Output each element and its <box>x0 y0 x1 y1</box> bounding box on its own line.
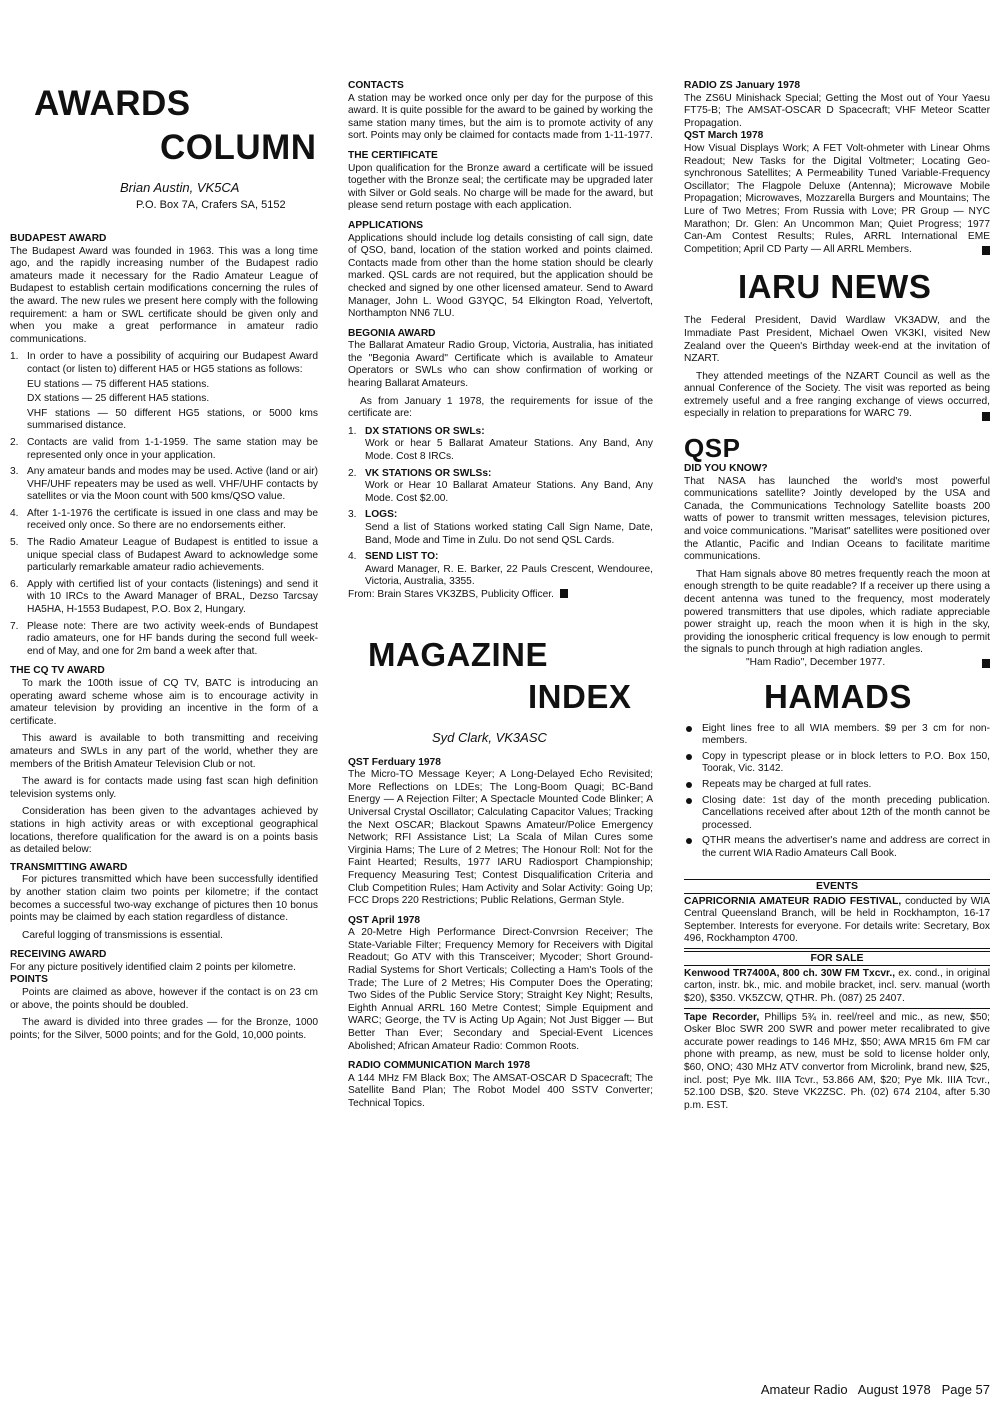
forsale-listing: Kenwood TR7400A, 800 ch. 30W FM Txcvr., ex. cond., in original carton, instr. bk., mic. and mobile bracket, incl. serv. manual (worth $20), $350. VK5ZCW, QTHR. Ph. (087) 25 2407. <box>684 968 990 1009</box>
receiving-paragraph: For any picture positively identified claim 2 points per kilometre. <box>10 961 296 973</box>
iaru-title: IARU NEWS <box>738 268 932 306</box>
forsale-heading: FOR SALE <box>684 951 990 966</box>
qsp-source: "Ham Radio", December 1977. <box>684 657 990 670</box>
qsp-heading: DID YOU KNOW? <box>684 463 768 475</box>
radio-comm-heading: RADIO COMMUNICATION March 1978 <box>348 1060 531 1072</box>
points-paragraph: The award is divided into three grades — for the Bronze, 1000 points; for the Silver, 5000 points; and for the Gold, 10,000 points. <box>10 1017 318 1041</box>
cqtv-paragraph: The award is for contacts made using fast scan high definition television systems only. <box>10 776 318 800</box>
awards-title-line2: COLUMN <box>160 128 317 167</box>
list-item: 3. LOGS: Send a list of Stations worked stating Call Sign Name, Date, Band, Mode and Time in Zulu. Do not send QSL Cards. <box>348 509 653 546</box>
end-mark-icon <box>982 246 990 255</box>
iaru-paragraph: They attended meetings of the NZART Council as well as the annual Conference of the Society. The visit was reported as being extremely useful and a free ranging exchange of views occurred, especially in relation to preparations for WARC 79. <box>684 370 990 420</box>
cqtv-paragraph: This award is available to both transmitting and receiving amateurs and SWLs in any part of the world, whether they are members of the British Amateur Television Club or not. <box>10 733 318 770</box>
radio-zs-heading: RADIO ZS January 1978 <box>684 80 801 91</box>
certificate-heading: THE CERTIFICATE <box>348 149 438 161</box>
magazine-title-line2: INDEX <box>528 677 632 715</box>
bullet-icon <box>686 782 692 788</box>
magazine-author: Syd Clark, VK3ASC <box>432 729 547 745</box>
budapest-rules <box>10 351 318 658</box>
magazine-title <box>348 635 653 720</box>
event-listing: CAPRICORNIA AMATEUR RADIO FESTIVAL, conducted by WIA Central Queensland Branch, will be held in Rockhampton, 16-17 September. Interests for everyone. For details write: Secretary, Box 496, Rockhampton 4700. <box>684 896 990 949</box>
applications-heading: APPLICATIONS <box>348 219 424 231</box>
rule-eu: EU stations — 75 different HA5 stations. <box>27 378 210 390</box>
qst-mar-heading: QST March 1978 <box>684 130 764 142</box>
qsp-paragraph: That NASA has launched the world's most powerful communications satellite? Jointly developed by the USA and Canada, the Communications Technology Satellite boasts 200 watts of power to transmit written messages, television pictures, and voice communications. "Marisat" satellites were positioned over the Atlantic, Pacific and Indian Oceans to facilitate maritime communications. <box>684 475 990 563</box>
middle-column <box>348 74 653 1116</box>
contacts-heading: CONTACTS <box>348 80 404 91</box>
budapest-heading: BUDAPEST AWARD <box>10 233 107 244</box>
begonia-paragraph: As from January 1 1978, the requirements for issue of the certificate are: <box>348 395 653 420</box>
begonia-heading: BEGONIA AWARD <box>348 327 436 339</box>
bullet-icon <box>686 726 692 732</box>
hamads-rules <box>684 723 990 861</box>
page-footer <box>670 1382 990 1397</box>
radio-comm-contents: A 144 MHz FM Black Box; The AMSAT-OSCAR D Spacecraft; The Satellite Band Plan; The Robot Model 400 SSTV Converter; Technical Topics. <box>348 1072 653 1109</box>
end-mark-icon <box>982 412 990 421</box>
list-item: Eight lines free to all WIA members. $9 per 3 cm for non-members. <box>684 723 990 748</box>
rule-dx: DX stations — 25 different HA5 stations. <box>27 393 210 405</box>
transmitting-paragraph: Careful logging of transmissions is essential. <box>22 929 224 941</box>
begonia-paragraph: The Ballarat Amateur Radio Group, Victoria, Australia, has initiated the "Begonia Award" Certificate which is available to Amateur Operators or SWLs who can show confirmation of working or hearing Ballarat Amateurs. <box>348 340 653 390</box>
list-item: 1. DX STATIONS OR SWLs: Work or hear 5 Ballarat Amateur Stations. Any Band, Any Mode. Cost 8 IRCs. <box>348 425 653 463</box>
list-item: QTHR means the advertiser's name and address are correct in the current WIA Radio Amateurs Call Book. <box>684 835 990 860</box>
bullet-icon <box>686 838 692 844</box>
qst-apr-heading: QST April 1978 <box>348 914 421 926</box>
rule-vhf: VHF stations — 50 different HG5 stations, or 5000 kms summarised distance. <box>27 407 318 432</box>
awards-author: Brian Austin, VK5CA <box>120 180 240 195</box>
contacts-paragraph: A station may be worked once only per day for the purpose of this award. It is quite possible for the award to be gained by working the same station many times, but the aim is to promote activity of any sort. Points may only be claimed for contacts made from 1-11-1977. <box>348 92 654 142</box>
end-mark-icon <box>982 659 990 668</box>
awards-address: P.O. Box 7A, Crafers SA, 5152 <box>136 199 286 211</box>
qsp-paragraph: That Ham signals above 80 metres frequently reach the moon at enough strength to be quite readable? If a receiver up there using a decent antenna was tuned to the frequency, most moderately powered transmitters that use dipoles, which radiate appreciable power straight up, reach the moon when it is high in the sky, providing the ionospheric critical frequency is low enough to permit the signals to punch through at high radiation angles. <box>684 568 990 656</box>
list-item: 4. After 1-1-1976 the certificate is issued in one class and may be received only once. So there are no endorsements either. <box>10 507 318 532</box>
awards-title <box>10 86 318 166</box>
points-paragraph: Points are claimed as above, however if the contact is on 23 cm or above, the points should be doubled. <box>10 987 318 1011</box>
list-item: 2. VK STATIONS OR SWLSs: Work or Hear 10 Ballarat Amateur Stations. Any Band, Any Mode. Cost $2.00. <box>348 467 653 504</box>
list-item: 1. In order to have a possibility of acquiring our Budapest Award contact (or listen to) different HA5 or HG5 stations as follows: EU stations — 75 different HA5 stations. DX stations — 25 different HA5 stations. VHF stations — 50 different HG5 stations, or 5000 kms summarised distance. <box>10 351 318 432</box>
transmitting-heading: TRANSMITTING AWARD <box>10 861 128 873</box>
receiving-heading: RECEIVING AWARD <box>10 949 107 961</box>
cqtv-heading: THE CQ TV AWARD <box>10 665 105 677</box>
list-item: 7. Please note: There are two activity week-ends of Bundapest radio amateurs, one for HF bands during the second full week-end of May, and one for 2m band a week after that. <box>10 620 318 657</box>
hamads-title: HAMADS <box>764 677 912 715</box>
list-item: 4. SEND LIST TO: Award Manager, R. E. Barker, 22 Pauls Crescent, Wendouree, Victoria, Australia, 3355. From: Brain Stares VK3ZBS, Publicity Officer. <box>348 551 653 600</box>
budapest-intro: The Budapest Award was founded in 1963. This was a long time ago, and the rapidly increasing number of the Budapest radio amateurs made it necessary for the Radio Amateur League of Budapest to establish certain modifications concerning the rules of the award. The new rules we present here comply with the following requirement: a ham or SWL certificate should be given only and when you make a great performance in amateur radio communications. <box>10 245 318 345</box>
cqtv-paragraph: To mark the 100th issue of CQ TV, BATC is introducing an operating award scheme whose aim is to encourage activity in amateur television by providing an incentive in the form of a certificate. <box>10 678 318 727</box>
issue-date: August 1978 <box>857 1382 931 1397</box>
qsp-title: QSP <box>684 433 741 464</box>
radio-zs-contents: The ZS6U Minishack Special; Getting the Most out of Your Yaesu FT75-B; The AMSAT-OSCAR D Spacecraft; VHF Meteor Scatter Propagation. <box>684 92 990 129</box>
transmitting-paragraph: For pictures transmitted which have been successfully identified by another station claim two points per kilometre; if the contact becomes a successful two-way exchange of pictures then 10 bonus points may be claimed by each station regardless of distance. <box>10 874 318 924</box>
list-item: Closing date: 1st day of the month preceding publication. Cancellations received after about 12th of the month cannot be processed. <box>684 795 990 833</box>
list-item: Copy in typescript please or in block letters to P.O. Box 150, Toorak, Vic. 3142. <box>684 751 990 776</box>
awards-title-line1: AWARDS <box>34 84 191 123</box>
list-item: 2. Contacts are valid from 1-1-1959. The same station may be represented only once in your application. <box>10 436 318 461</box>
iaru-paragraph: The Federal President, David Wardlaw VK3ADW, and the Immadiate Past President, Michael Owen VK3KI, visited New Zealand over the Queen's Birthday week-end at the invitation of NZART. <box>684 315 990 365</box>
qst-feb-heading: QST Ferduary 1978 <box>348 756 441 768</box>
bullet-icon <box>686 754 692 760</box>
list-item: 6. Apply with certified list of your contacts (listenings) and send it with 10 IRCs to the Award Manager of BRAL, Dezso Tarcsay HA5HA, H-1553 Budapest, P.O. Box 2, Hungary. <box>10 578 318 616</box>
events-heading: EVENTS <box>684 879 990 894</box>
right-column <box>684 74 990 1114</box>
begonia-requirements <box>348 426 653 602</box>
list-item: 3. Any amateur bands and modes may be used. Active (land or air) VHF/UHF repeaters may be used as well. VHF/UHF contacts by satellites or via the Moon count with 500 kms/QSO value. <box>10 466 318 503</box>
magazine-title-line1: MAGAZINE <box>368 635 548 673</box>
applications-paragraph: Applications should include log details consisting of call sign, date of QSO, band, location of the station worked and points claimed. Contacts made from other than the home station should be clearly marked. QSL cards are not required, but the application should be checked and signed by one other licensed amateur. Send to Award Manager, John L. Wood G3YQC, 54 Elkington Road, Yelvertoft, Northampton NN6 7LU. <box>348 232 653 320</box>
list-item: Repeats may be charged at full rates. <box>684 779 990 792</box>
qst-mar-contents: How Visual Displays Work; A FET Volt-ohmeter with Linear Ohms Readout; New Tasks for the Digital Voltmeter; Locating Geo-synchronous Satellites; A Permeability Tuned Variable-Frequency Oscillator; The Flagpole Deluxe (Antenna); Microwave Mobile Propagation; Microwaves, Mozzarella Burgers and Mountains; The Lure of Two Metres; From Russia with Love; PR Group — NYC Marathon; Dr. Glen: An Uncommon Man; Quiet Progress; 1977 Can-Am Contest Results; Rules, ARRL International EME Competition; April CD Party — All ARRL Members. <box>684 142 990 255</box>
end-mark-icon <box>560 589 568 598</box>
list-item: 5. The Radio Amateur League of Budapest is entitled to issue a unique special class of Budapest Award to acknowledge some particularly remarkable amateur radio achievements. <box>10 537 318 574</box>
cqtv-paragraph: Consideration has been given to the advantages achieved by stations in high activity areas or with exceptional geographical locations, therefore qualification for the award is on a points basis as detailed below: <box>10 806 318 856</box>
awards-column <box>10 0 318 1047</box>
points-heading: POINTS <box>10 974 48 986</box>
begonia-from: From: Brain Stares VK3ZBS, Publicity Officer. <box>348 588 554 600</box>
page-number: Page 57 <box>941 1382 990 1397</box>
qst-apr-contents: A 20-Metre High Performance Direct-Convrsion Receiver; The State-Variable Filter; Frequency Memory for Receivers with Digital Readout; Go ATV with this Transceiver; Mycoder; Short Ground-Radial Systems for Short Verticals; Collecting a Ham's Tools of the Trade; The Lure of 2 Metres; His Computer Does the Operating; Two Sides of the Public Service Story; Straight Key Night; Results, Eighth Annual ARRL 160 Metre Contest; Simple Equipment and WARC; George, the TV is Acting Up Again; Not Just Bigger — But Better Than Ever; Secondary and Special-Event Licences Abolished; African Amateur Radio: Common Roots. <box>348 927 653 1052</box>
bullet-icon <box>686 798 692 804</box>
qst-feb-contents: The Micro-TO Message Keyer; A Long-Delayed Echo Revisited; More Reflections on LDEs; The Long-Boom Quagi; BC-Band Energy — A Rejection Filter; A Spectacle Mounted Code Blinker; A Universal Crystal Oscillator; Calculating Capacitor Values; Tracking the Next OSCAR; Blackout Spawns Amateur/Police Emergency Network; RFI Assistance List; La Scala of Milan Cures some Virginia Hams; The Lure of 2 Metres; The Honour Roll: Not for the Faint Hearted; Results, 1977 IARU Radiosport Championship; Frequency Measuring Test; Contest Disqualification Criteria and Club Competition Rules; Ham Activity and Solar Activity: Going Up; FCC Drops 220 Restrictions; Public Relations, German Style. <box>348 769 653 907</box>
certificate-paragraph: Upon qualification for the Bronze award a certificate will be issued together with the Bronze seal; the certificate may be upgraded later with Silver or Gold seals. No charge will be made for the award, but please send return postage with each application. <box>348 162 653 212</box>
forsale-listing: Tape Recorder, Phillips 5¾ in. reel/reel and mic., as new, $50; Osker Bloc SWR 200 SWR and power meter recalibrated to give accurate power readings to 146 MHz, $50; AWA MR15 6m FM car phone with preamp, as new, must be sold to license holder only, $60, ONO; 430 MHz ATV convertor from Microlink, brand new, $25, incl. post; Pye Mk. IIIA Tcvr., 53.866 AM, $20; Pye Mk. IIIA Tcvr., 52.100 DSB, $20. Steve VK2ZSC. Ph. (02) 674 2104, after 5.30 p.m. EST. <box>684 1011 990 1111</box>
publication-name: Amateur Radio <box>760 1382 848 1397</box>
